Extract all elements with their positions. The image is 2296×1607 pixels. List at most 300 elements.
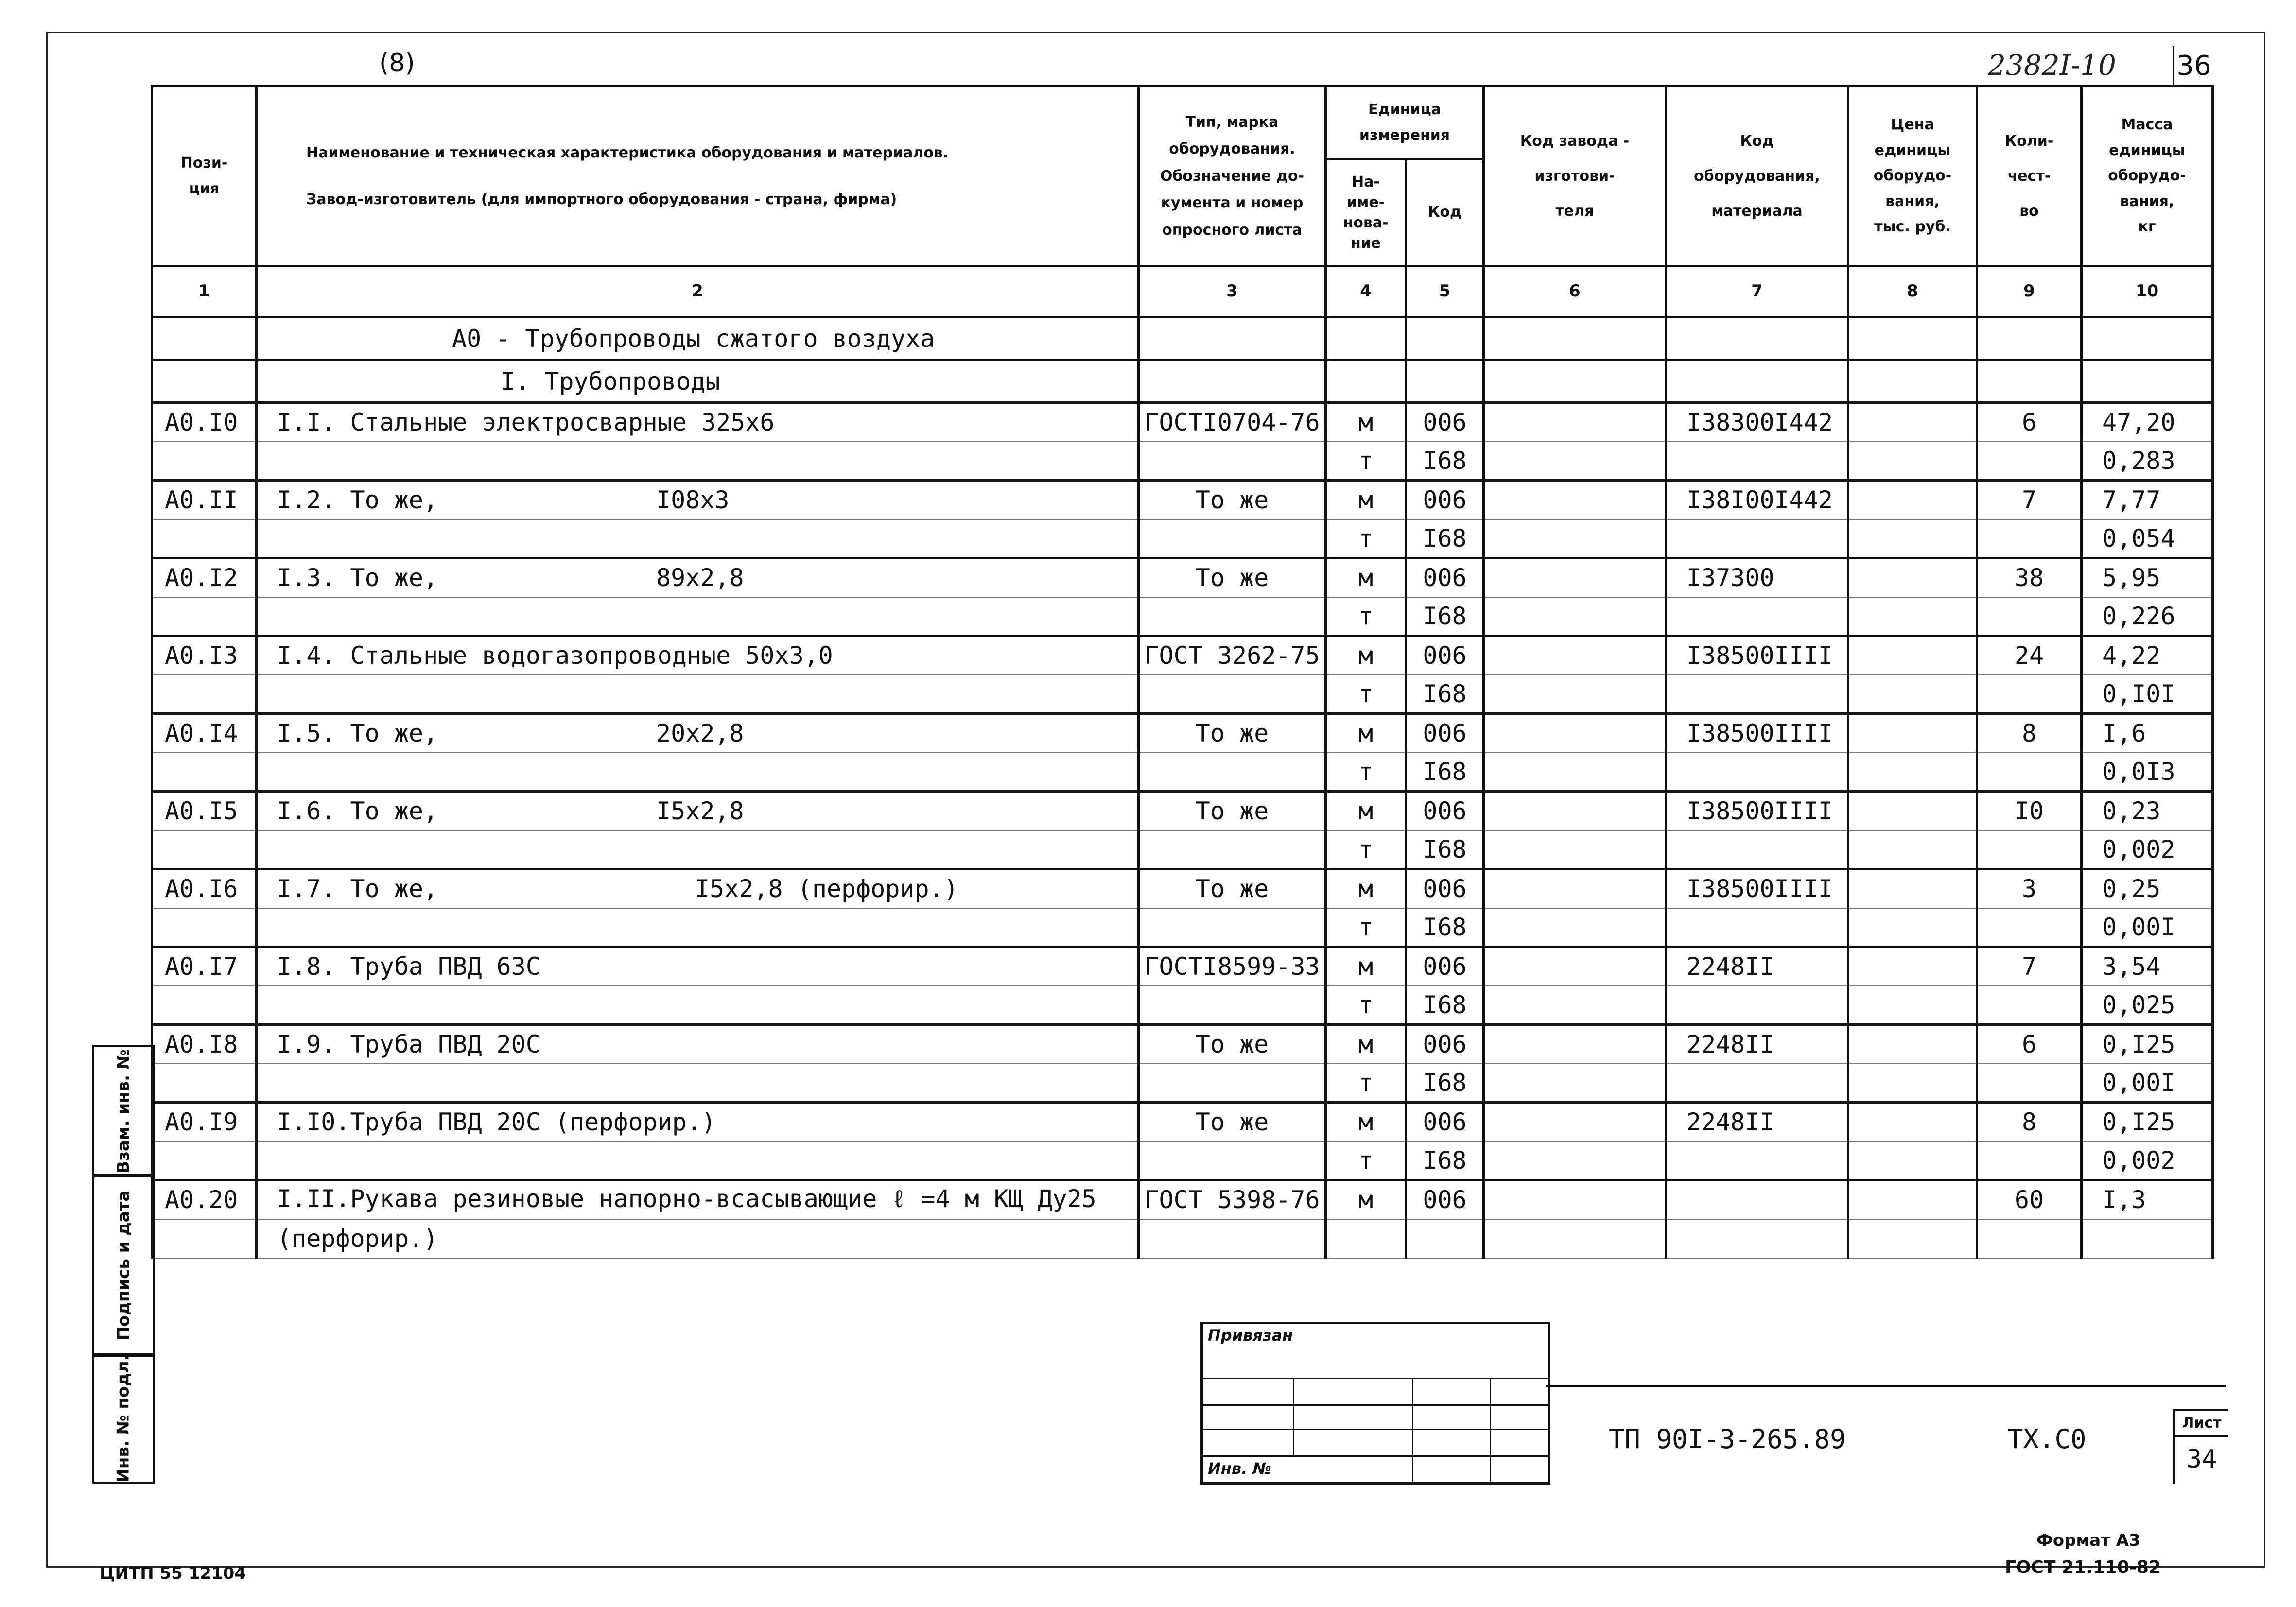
unit-code-cell: 006 [1406, 714, 1484, 753]
column-number-3: 3 [1139, 266, 1326, 317]
header-name: Наименование и техническая характеристика оборудования и материалов. Завод-изготовитель (для импортного оборудования - страна, фирма) [257, 86, 1139, 266]
side-label-signature-date: Подпись и дата [92, 1174, 155, 1357]
unit-code-cell: I68 [1406, 1141, 1484, 1180]
unit-name-cell: м [1326, 558, 1406, 597]
document-number: ТП 90I-3-265.89 [1609, 1424, 1846, 1454]
mass-cell: 0,025 [2082, 986, 2213, 1025]
format-label: Формат А3 [2036, 1531, 2140, 1550]
manufacturer-code-cell [1484, 869, 1666, 908]
mass-cell: 7,77 [2082, 481, 2213, 519]
item-name: I.8. Труба ПВД 63С [277, 952, 540, 981]
unit-code-cell: I68 [1406, 986, 1484, 1025]
column-number-2: 2 [257, 266, 1139, 317]
document-cell: То же [1139, 714, 1326, 753]
document-cell [1139, 753, 1326, 792]
name-cell [257, 1064, 1139, 1103]
table-row-sub [152, 519, 2213, 558]
quantity-cell: 24 [1977, 636, 2082, 675]
section-row [152, 317, 2213, 360]
table-row-sub [152, 830, 2213, 869]
document-cell: То же [1139, 558, 1326, 597]
document-cell: ГОСТI8599-33 [1139, 947, 1326, 986]
cell-empty [1848, 317, 1977, 360]
document-cell [1139, 908, 1326, 947]
price-cell [1848, 1025, 1977, 1064]
manufacturer-code-cell [1484, 714, 1666, 753]
sheet-label: Лист [2175, 1411, 2228, 1437]
material-code-cell: I38500IIII [1666, 792, 1848, 830]
price-cell [1848, 1141, 1977, 1180]
unit-name-cell: т [1326, 1064, 1406, 1103]
manufacturer-code-cell [1484, 481, 1666, 519]
table-row [152, 1025, 2213, 1064]
unit-code-cell: I68 [1406, 830, 1484, 869]
column-number-5: 5 [1406, 266, 1484, 317]
manufacturer-code-cell [1484, 986, 1666, 1025]
stamp-inv-label: Инв. № [1208, 1459, 1271, 1478]
table-row-sub [152, 442, 2213, 481]
document-cell: ГОСТ 5398-76 [1139, 1180, 1326, 1219]
material-code-cell: I37300 [1666, 558, 1848, 597]
gost-label: ГОСТ 21.110-82 [2005, 1557, 2161, 1577]
column-number-9: 9 [1977, 266, 2082, 317]
price-cell [1848, 675, 1977, 714]
cell-empty [1139, 317, 1326, 360]
price-cell [1848, 403, 1977, 442]
cell-position [152, 360, 257, 403]
sheet-corner: 36 [2173, 46, 2213, 87]
position-cell [152, 986, 257, 1025]
name-cell [257, 519, 1139, 558]
unit-name-cell: м [1326, 792, 1406, 830]
position-cell [152, 1219, 257, 1258]
column-number-8: 8 [1848, 266, 1977, 317]
name-cell [257, 675, 1139, 714]
price-cell [1848, 830, 1977, 869]
unit-name-cell: м [1326, 403, 1406, 442]
table-row-sub [152, 753, 2213, 792]
unit-code-cell: 006 [1406, 1103, 1484, 1141]
cell-empty [1139, 360, 1326, 403]
stamp-bound-label: Привязан [1208, 1326, 1293, 1345]
quantity-cell: I0 [1977, 792, 2082, 830]
price-cell [1848, 869, 1977, 908]
mass-cell: 3,54 [2082, 947, 2213, 986]
item-name: I.2. То же, [277, 486, 438, 515]
quantity-cell [1977, 675, 2082, 714]
material-code-cell: I38I00I442 [1666, 481, 1848, 519]
unit-code-cell: 006 [1406, 636, 1484, 675]
name-cell [257, 442, 1139, 481]
price-cell [1848, 947, 1977, 986]
sheet-box [2173, 1409, 2228, 1484]
cell-empty [1848, 360, 1977, 403]
unit-code-cell: I68 [1406, 753, 1484, 792]
cell-empty [1484, 317, 1666, 360]
document-cell [1139, 442, 1326, 481]
material-code-cell: I38500IIII [1666, 714, 1848, 753]
unit-code-cell: I68 [1406, 908, 1484, 947]
item-size: I5x2,8 [656, 797, 744, 826]
manufacturer-code-cell [1484, 908, 1666, 947]
material-code-cell [1666, 1219, 1848, 1258]
unit-code-cell: I68 [1406, 442, 1484, 481]
manufacturer-code-cell [1484, 597, 1666, 636]
quantity-cell: 7 [1977, 481, 2082, 519]
manufacturer-code-cell [1484, 792, 1666, 830]
mass-cell: 0,25 [2082, 869, 2213, 908]
name-cell: (перфорир.) [257, 1219, 1139, 1258]
table-row [152, 558, 2213, 597]
name-cell [257, 869, 1139, 908]
cell-position [152, 317, 257, 360]
mass-cell: 4,22 [2082, 636, 2213, 675]
document-cell [1139, 597, 1326, 636]
document-cell [1139, 830, 1326, 869]
name-cell [257, 403, 1139, 442]
unit-name-cell: т [1326, 519, 1406, 558]
mass-cell [2082, 1219, 2213, 1258]
item-name: I.4. Стальные водогазопроводные 50x3,0 [277, 641, 833, 670]
quantity-cell [1977, 908, 2082, 947]
unit-code-cell: 006 [1406, 558, 1484, 597]
item-name: I.I. Стальные электросварные 325x6 [277, 408, 775, 437]
position-cell [152, 442, 257, 481]
mass-cell: I,3 [2082, 1180, 2213, 1219]
header-unit-name: На- име- нова- ние [1326, 159, 1406, 266]
table-row-sub [152, 597, 2213, 636]
unit-code-cell: 006 [1406, 947, 1484, 986]
material-code-cell [1666, 1064, 1848, 1103]
stamp-number: 2382I-10 [1988, 49, 2116, 82]
quantity-cell: 8 [1977, 1103, 2082, 1141]
name-cell [257, 481, 1139, 519]
mass-cell: 0,23 [2082, 792, 2213, 830]
unit-code-cell: I68 [1406, 1064, 1484, 1103]
name-cell [257, 714, 1139, 753]
quantity-cell [1977, 830, 2082, 869]
item-name: I.3. То же, [277, 564, 438, 592]
header-quantity: Коли- чест- во [1977, 86, 2082, 266]
quantity-cell: 3 [1977, 869, 2082, 908]
quantity-cell [1977, 597, 2082, 636]
sheet-number: 34 [2186, 1445, 2217, 1474]
title-block [1546, 1385, 2226, 1482]
quantity-cell [1977, 986, 2082, 1025]
side-label-original-inv: Инв. № подл. [92, 1353, 155, 1484]
quantity-cell [1977, 442, 2082, 481]
document-cell: ГОСТ 3262-75 [1139, 636, 1326, 675]
document-cell: То же [1139, 481, 1326, 519]
name-cell [257, 947, 1139, 986]
position-cell [152, 675, 257, 714]
position-cell [152, 1064, 257, 1103]
material-code-cell [1666, 830, 1848, 869]
unit-code-cell: I68 [1406, 519, 1484, 558]
document-cell [1139, 519, 1326, 558]
manufacturer-code-cell [1484, 558, 1666, 597]
quantity-cell [1977, 753, 2082, 792]
manufacturer-code-cell [1484, 947, 1666, 986]
document-cell: То же [1139, 869, 1326, 908]
quantity-cell: 38 [1977, 558, 2082, 597]
column-number-1: 1 [152, 266, 257, 317]
document-cell: То же [1139, 1103, 1326, 1141]
name-cell [257, 792, 1139, 830]
item-name: I.9. Труба ПВД 20С [277, 1030, 540, 1059]
table-row-sub [152, 986, 2213, 1025]
unit-name-cell: т [1326, 830, 1406, 869]
material-code-cell: I38500IIII [1666, 869, 1848, 908]
section-title: I. Трубопроводы [257, 360, 1139, 403]
manufacturer-code-cell [1484, 1064, 1666, 1103]
mass-cell: 0,283 [2082, 442, 2213, 481]
name-cell [257, 986, 1139, 1025]
material-code-cell [1666, 1141, 1848, 1180]
item-name: I.5. То же, [277, 719, 438, 748]
unit-code-cell: I68 [1406, 597, 1484, 636]
cell-empty [1406, 317, 1484, 360]
table-row [152, 636, 2213, 675]
document-cell [1139, 1064, 1326, 1103]
cell-empty [2082, 317, 2213, 360]
mass-cell: I,6 [2082, 714, 2213, 753]
item-name: I.7. То же, [277, 875, 438, 903]
table-row [152, 714, 2213, 753]
quantity-cell [1977, 1219, 2082, 1258]
position-cell [152, 908, 257, 947]
quantity-cell: 60 [1977, 1180, 2082, 1219]
name-cell [257, 597, 1139, 636]
table-row [152, 1180, 2213, 1219]
manufacturer-code-cell [1484, 753, 1666, 792]
manufacturer-code-cell [1484, 1219, 1666, 1258]
position-cell: А0.II [152, 481, 257, 519]
price-cell [1848, 597, 1977, 636]
header-type: Тип, марка оборудования. Обозначение до- кумента и номер опросного листа [1139, 86, 1326, 266]
name-cell [257, 753, 1139, 792]
document-cell [1139, 675, 1326, 714]
name-cell [257, 636, 1139, 675]
header-price: Цена единицы оборудо- вания, тыс. руб. [1848, 86, 1977, 266]
cell-empty [1484, 360, 1666, 403]
unit-name-cell: т [1326, 753, 1406, 792]
side-label-replacement-inv: Взам. инв. № [92, 1045, 155, 1177]
manufacturer-code-cell [1484, 519, 1666, 558]
name-cell [257, 1141, 1139, 1180]
name-cell [257, 908, 1139, 947]
table-row [152, 869, 2213, 908]
header-unit: Единица измерения [1326, 86, 1484, 159]
price-cell [1848, 519, 1977, 558]
unit-name-cell: т [1326, 442, 1406, 481]
table-row [152, 1103, 2213, 1141]
mass-cell: 0,I0I [2082, 675, 2213, 714]
position-cell: А0.I4 [152, 714, 257, 753]
price-cell [1848, 908, 1977, 947]
mass-cell: 0,I25 [2082, 1103, 2213, 1141]
mass-cell: 0,226 [2082, 597, 2213, 636]
manufacturer-code-cell [1484, 636, 1666, 675]
price-cell [1848, 792, 1977, 830]
mass-cell: 0,002 [2082, 830, 2213, 869]
unit-name-cell [1326, 1219, 1406, 1258]
manufacturer-code-cell [1484, 675, 1666, 714]
unit-name-cell: т [1326, 986, 1406, 1025]
item-name: I.6. То же, [277, 797, 438, 826]
manufacturer-code-cell [1484, 1103, 1666, 1141]
unit-name-cell: м [1326, 1180, 1406, 1219]
name-cell [257, 1180, 1139, 1219]
name-cell [257, 558, 1139, 597]
column-number-10: 10 [2082, 266, 2213, 317]
header-material-code: Код оборудования, материала [1666, 86, 1848, 266]
table-row [152, 947, 2213, 986]
document-cell [1139, 1141, 1326, 1180]
unit-code-cell: 006 [1406, 1025, 1484, 1064]
quantity-cell: 6 [1977, 403, 2082, 442]
quantity-cell [1977, 1141, 2082, 1180]
page-mark: (8) [379, 49, 415, 78]
citp-label: ЦИТП 55 12104 [100, 1564, 246, 1583]
unit-name-cell: т [1326, 675, 1406, 714]
manufacturer-code-cell [1484, 1141, 1666, 1180]
name-cell [257, 830, 1139, 869]
unit-name-cell: т [1326, 597, 1406, 636]
material-code-cell [1666, 986, 1848, 1025]
mass-cell: 0,054 [2082, 519, 2213, 558]
material-code-cell [1666, 519, 1848, 558]
price-cell [1848, 1180, 1977, 1219]
material-code-cell [1666, 597, 1848, 636]
unit-name-cell: т [1326, 1141, 1406, 1180]
column-number-7: 7 [1666, 266, 1848, 317]
specification-table [151, 85, 2214, 1259]
subsection-row [152, 360, 2213, 403]
unit-code-cell: 006 [1406, 403, 1484, 442]
unit-name-cell: м [1326, 947, 1406, 986]
name-cell [257, 1103, 1139, 1141]
quantity-cell: 8 [1977, 714, 2082, 753]
section-title: А0 - Трубопроводы сжатого воздуха [257, 317, 1139, 360]
unit-code-cell: 006 [1406, 481, 1484, 519]
table-row-sub [152, 1141, 2213, 1180]
unit-name-cell: м [1326, 636, 1406, 675]
document-cell: То же [1139, 1025, 1326, 1064]
binding-stamp [1200, 1322, 1550, 1485]
position-cell: А0.I7 [152, 947, 257, 986]
unit-code-cell: 006 [1406, 792, 1484, 830]
price-cell [1848, 1064, 1977, 1103]
position-cell: А0.I3 [152, 636, 257, 675]
item-name: I.II.Рукава резиновые напорно-всасывающие ℓ =4 м КЩ Ду25 [277, 1185, 1096, 1213]
document-cell [1139, 986, 1326, 1025]
header-unit-code: Код [1406, 159, 1484, 266]
manufacturer-code-cell [1484, 442, 1666, 481]
unit-code-cell: I68 [1406, 675, 1484, 714]
material-code-cell [1666, 675, 1848, 714]
position-cell: А0.20 [152, 1180, 257, 1219]
position-cell: А0.I6 [152, 869, 257, 908]
mass-cell: 0,002 [2082, 1141, 2213, 1180]
manufacturer-code-cell [1484, 403, 1666, 442]
price-cell [1848, 636, 1977, 675]
material-code-cell [1666, 1180, 1848, 1219]
mass-cell: 0,00I [2082, 908, 2213, 947]
mass-cell: 0,I25 [2082, 1025, 2213, 1064]
unit-name-cell: м [1326, 869, 1406, 908]
mass-cell: 0,0I3 [2082, 753, 2213, 792]
material-code-cell [1666, 753, 1848, 792]
position-cell [152, 753, 257, 792]
material-code-cell: I38300I442 [1666, 403, 1848, 442]
document-code: ТХ.С0 [2007, 1424, 2087, 1454]
cell-empty [1666, 360, 1848, 403]
cell-empty [2082, 360, 2213, 403]
unit-code-cell: 006 [1406, 869, 1484, 908]
price-cell [1848, 753, 1977, 792]
item-size: I08x3 [656, 486, 730, 515]
document-cell: ГОСТI0704-76 [1139, 403, 1326, 442]
header-position: Пози- ция [152, 86, 257, 266]
table-row-sub [152, 1219, 2213, 1258]
manufacturer-code-cell [1484, 1180, 1666, 1219]
position-cell [152, 830, 257, 869]
price-cell [1848, 986, 1977, 1025]
unit-code-cell [1406, 1219, 1484, 1258]
table-row-sub [152, 908, 2213, 947]
unit-name-cell: м [1326, 1103, 1406, 1141]
unit-name-cell: т [1326, 908, 1406, 947]
unit-name-cell: м [1326, 714, 1406, 753]
document-cell: То же [1139, 792, 1326, 830]
cell-empty [1666, 317, 1848, 360]
position-cell: А0.I9 [152, 1103, 257, 1141]
position-cell: А0.I8 [152, 1025, 257, 1064]
position-cell [152, 597, 257, 636]
price-cell [1848, 442, 1977, 481]
price-cell [1848, 1103, 1977, 1141]
cell-empty [1977, 317, 2082, 360]
material-code-cell: 2248II [1666, 1103, 1848, 1141]
unit-code-cell: 006 [1406, 1180, 1484, 1219]
mass-cell: 47,20 [2082, 403, 2213, 442]
table-row [152, 481, 2213, 519]
name-cell [257, 1025, 1139, 1064]
position-cell: А0.I0 [152, 403, 257, 442]
material-code-cell: I38500IIII [1666, 636, 1848, 675]
header-manufacturer-code: Код завода - изготови- теля [1484, 86, 1666, 266]
item-size: 20x2,8 [656, 719, 744, 748]
price-cell [1848, 558, 1977, 597]
price-cell [1848, 481, 1977, 519]
header-mass: Масса единицы оборудо- вания, кг [2082, 86, 2213, 266]
price-cell [1848, 1219, 1977, 1258]
position-cell [152, 519, 257, 558]
cell-empty [1326, 317, 1406, 360]
quantity-cell: 7 [1977, 947, 2082, 986]
price-cell [1848, 714, 1977, 753]
unit-name-cell: м [1326, 481, 1406, 519]
quantity-cell: 6 [1977, 1025, 2082, 1064]
manufacturer-code-cell [1484, 830, 1666, 869]
column-number-4: 4 [1326, 266, 1406, 317]
material-code-cell [1666, 908, 1848, 947]
position-cell: А0.I5 [152, 792, 257, 830]
table-row [152, 403, 2213, 442]
table-row-sub [152, 1064, 2213, 1103]
mass-cell: 0,00I [2082, 1064, 2213, 1103]
